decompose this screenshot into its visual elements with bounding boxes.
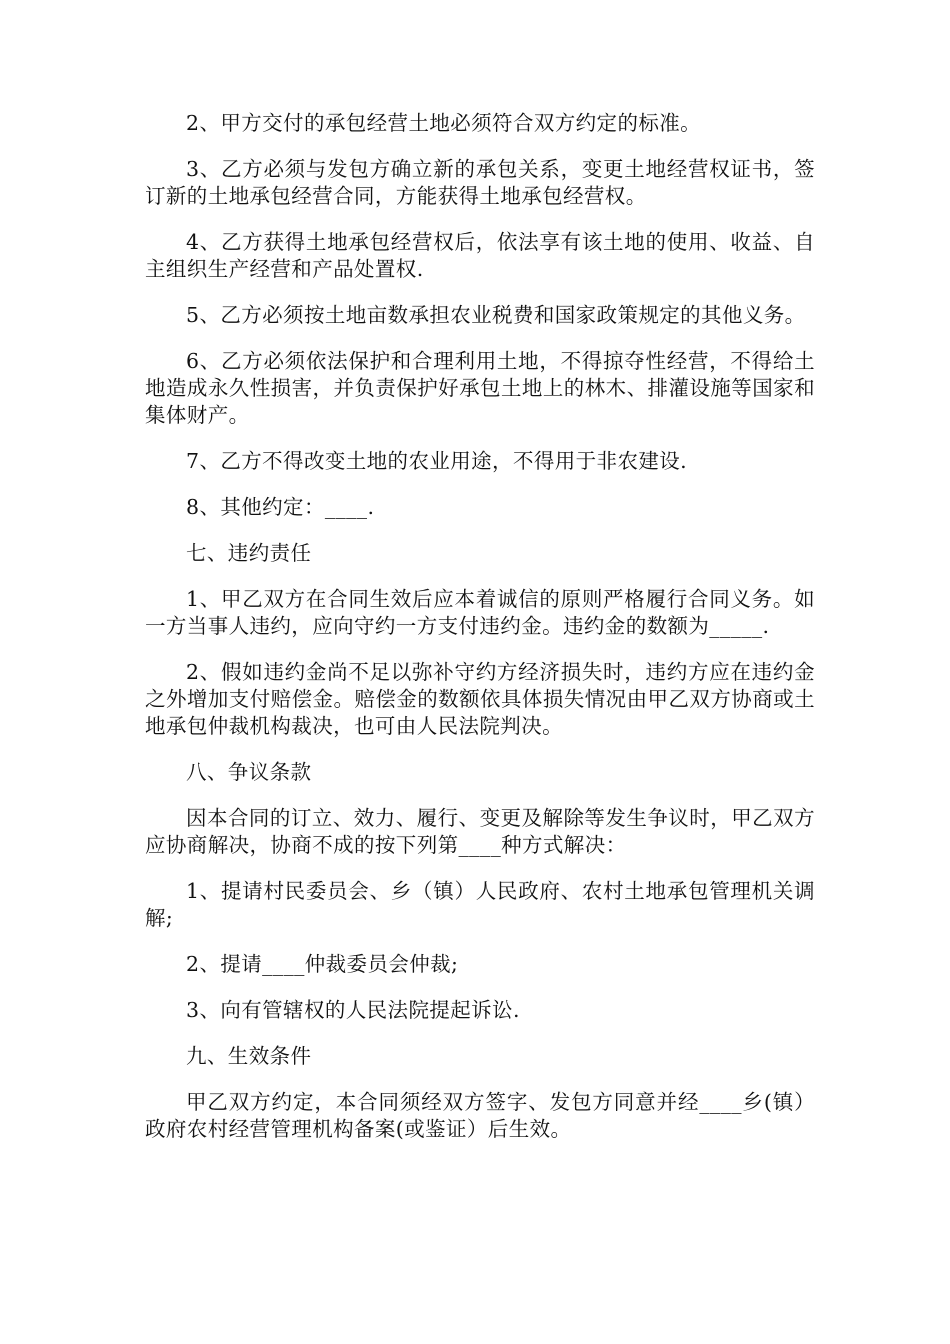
dispute-option-3: 3、向有管辖权的人民法院提起诉讼. xyxy=(186,998,520,1022)
document-page xyxy=(145,110,815,1162)
section-heading-breach: 七、违约责任 xyxy=(186,541,312,565)
effective-clause: 甲乙双方约定，本合同须经双方签字、发包方同意并经____乡(镇）政府农村经营管理机构备案(或鉴证）后生效。 xyxy=(145,1090,815,1141)
dispute-intro: 因本合同的订立、效力、履行、变更及解除等发生争议时，甲乙双方应协商解决，协商不成的按下列第____种方式解决： xyxy=(145,806,815,857)
clause-3-new-contract: 3、乙方必须与发包方确立新的承包关系，变更土地经营权证书，签订新的土地承包经营合同，方能获得土地承包经营权。 xyxy=(145,157,815,208)
section-heading-effective: 九、生效条件 xyxy=(186,1044,312,1068)
clause-8-other: 8、其他约定：____. xyxy=(186,495,375,519)
clause-4-rights: 4、乙方获得土地承包经营权后，依法享有该土地的使用、收益、自主组织生产经营和产品处置权. xyxy=(145,230,815,281)
section-heading-dispute: 八、争议条款 xyxy=(186,760,312,784)
clause-5-taxes: 5、乙方必须按土地亩数承担农业税费和国家政策规定的其他义务。 xyxy=(186,303,806,327)
dispute-option-1: 1、提请村民委员会、乡（镇）人民政府、农村土地承包管理机关调解; xyxy=(145,879,815,930)
clause-6-protect-land: 6、乙方必须依法保护和合理利用土地，不得掠夺性经营，不得给土地造成永久性损害，并负责保护好承包土地上的林木、排灌设施等国家和集体财产。 xyxy=(145,349,815,427)
dispute-option-2: 2、提请____仲裁委员会仲裁; xyxy=(186,952,459,976)
clause-2-land-standard: 2、甲方交付的承包经营土地必须符合双方约定的标准。 xyxy=(186,111,702,135)
breach-clause-2: 2、假如违约金尚不足以弥补守约方经济损失时，违约方应在违约金之外增加支付赔偿金。赔偿金的数额依具体损失情况由甲乙双方协商或土地承包仲裁机构裁决，也可由人民法院判决。 xyxy=(145,660,815,738)
clause-7-agricultural-use: 7、乙方不得改变土地的农业用途，不得用于非农建设. xyxy=(186,449,688,473)
breach-clause-1: 1、甲乙双方在合同生效后应本着诚信的原则严格履行合同义务。如一方当事人违约，应向守约一方支付违约金。违约金的数额为_____. xyxy=(145,587,815,638)
